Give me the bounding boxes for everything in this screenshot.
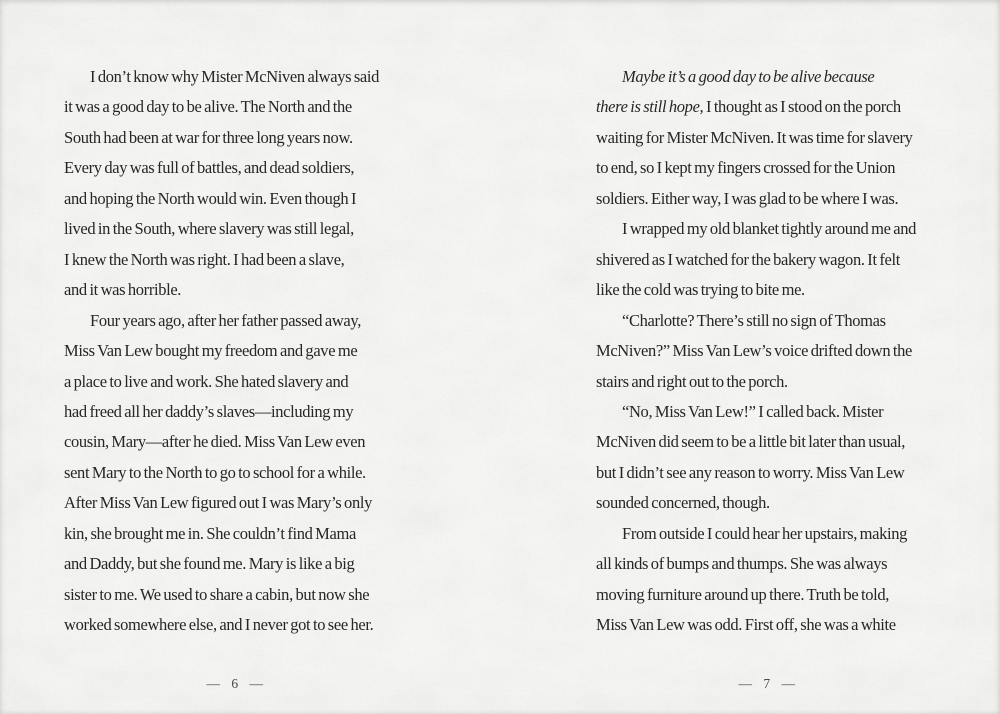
- text-line: [64, 580, 406, 610]
- text-line: [596, 245, 938, 275]
- text-line: [596, 580, 938, 610]
- text-line: [596, 458, 938, 488]
- text-line: [64, 275, 406, 305]
- text-segment: McNiven?” Miss Van Lew’s voice drifted down the: [596, 341, 913, 361]
- text-line: [64, 488, 406, 518]
- page-number-right: — 7 —: [738, 676, 796, 691]
- text-segment: I wrapped my old blanket tightly around me and: [622, 219, 917, 239]
- text-segment: soldiers. Either way, I was glad to be where I was.: [596, 188, 899, 208]
- text-segment: After Miss Van Lew figured out I was Mary’s only: [64, 493, 372, 513]
- text-segment: “No, Miss Van Lew!” I called back. Mister: [622, 401, 884, 421]
- text-line: [596, 549, 938, 579]
- text-line: [596, 153, 938, 183]
- text-line: [596, 123, 938, 153]
- text-line: [596, 367, 938, 397]
- text-line: [64, 184, 406, 214]
- text-line: [596, 427, 938, 457]
- text-segment: I knew the North was right. I had been a slave,: [64, 249, 345, 269]
- text-segment: Miss Van Lew was odd. First off, she was a white: [596, 615, 896, 635]
- text-line: [64, 519, 406, 549]
- text-line: [596, 184, 938, 214]
- text-line: [596, 610, 938, 640]
- text-segment: Miss Van Lew bought my freedom and gave me: [64, 341, 358, 361]
- text-line: [596, 92, 938, 122]
- text-line: [64, 458, 406, 488]
- text-line: [64, 306, 406, 336]
- text-line: [64, 367, 406, 397]
- text-segment: South had been at war for three long years now.: [64, 127, 353, 147]
- text-line: [596, 214, 938, 244]
- text-segment: Four years ago, after her father passed away,: [90, 310, 361, 330]
- text-line: [596, 306, 938, 336]
- text-line: [64, 336, 406, 366]
- text-line: [596, 275, 938, 305]
- text-line: [596, 519, 938, 549]
- text-segment: waiting for Mister McNiven. It was time for slavery: [596, 127, 913, 147]
- text-line: [64, 92, 406, 122]
- italic-text-segment: Maybe it’s a good day to be alive because: [622, 67, 875, 86]
- text-line: [64, 397, 406, 427]
- text-segment: had freed all her daddy’s slaves—including my: [64, 401, 354, 421]
- text-segment: sister to me. We used to share a cabin, but now she: [64, 584, 370, 604]
- text-line: [64, 62, 406, 92]
- text-segment: From outside I could hear her upstairs, making: [622, 523, 908, 543]
- text-segment: it was a good day to be alive. The North and the: [64, 97, 352, 117]
- text-line: [596, 488, 938, 518]
- text-line: [596, 336, 938, 366]
- text-segment: Every day was full of battles, and dead soldiers,: [64, 158, 355, 178]
- page-number-left: — 6 —: [206, 676, 264, 691]
- text-segment: lived in the South, where slavery was still legal,: [64, 219, 354, 239]
- text-segment: moving furniture around up there. Truth be told,: [596, 584, 890, 604]
- text-segment: cousin, Mary—after he died. Miss Van Lew even: [64, 432, 366, 452]
- italic-text-segment: there is still hope,: [596, 97, 704, 117]
- text-line: [64, 549, 406, 579]
- text-segment: all kinds of bumps and thumps. She was always: [596, 554, 888, 574]
- text-segment: I don’t know why Mister McNiven always said: [90, 67, 380, 86]
- text-segment: I thought as I stood on the porch: [703, 97, 901, 117]
- page-left-text-block: [64, 62, 406, 641]
- text-segment: a place to live and work. She hated slavery and: [64, 371, 349, 391]
- text-segment: worked somewhere else, and I never got to see her.: [64, 615, 374, 635]
- text-segment: sent Mary to the North to go to school for a while.: [64, 462, 366, 482]
- text-segment: shivered as I watched for the bakery wagon. It felt: [596, 249, 900, 269]
- text-line: [64, 123, 406, 153]
- text-segment: and hoping the North would win. Even though I: [64, 188, 357, 208]
- text-line: [64, 153, 406, 183]
- text-segment: stairs and right out to the porch.: [596, 371, 788, 391]
- text-line: [64, 427, 406, 457]
- text-line: [596, 62, 938, 92]
- text-segment: and Daddy, but she found me. Mary is like a big: [64, 554, 355, 574]
- text-segment: to end, so I kept my fingers crossed for the Union: [596, 158, 896, 178]
- text-segment: and it was horrible.: [64, 280, 182, 300]
- text-segment: McNiven did seem to be a little bit later than usual,: [596, 432, 906, 452]
- text-line: [64, 610, 406, 640]
- page-right-text-block: [596, 62, 938, 641]
- text-line: [596, 397, 938, 427]
- text-segment: sounded concerned, though.: [596, 493, 770, 513]
- text-line: [64, 245, 406, 275]
- text-segment: kin, she brought me in. She couldn’t find Mama: [64, 523, 356, 543]
- text-segment: but I didn’t see any reason to worry. Miss Van Lew: [596, 462, 905, 482]
- text-segment: “Charlotte? There’s still no sign of Thomas: [622, 310, 886, 330]
- text-segment: like the cold was trying to bite me.: [596, 280, 805, 300]
- text-line: [64, 214, 406, 244]
